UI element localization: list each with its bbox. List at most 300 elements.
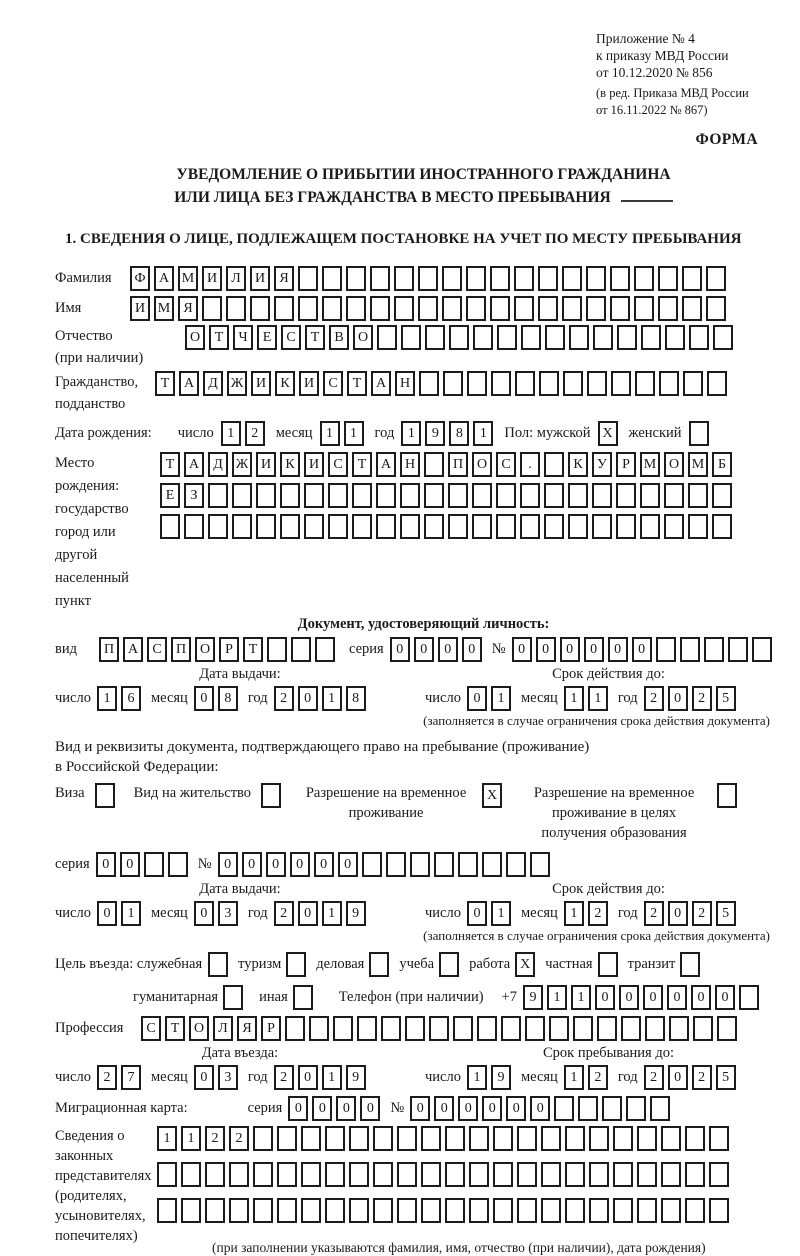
char-cell[interactable]: 3 xyxy=(218,901,238,926)
char-cell[interactable]: С xyxy=(147,637,167,662)
char-cell[interactable]: С xyxy=(141,1016,161,1041)
char-cell[interactable]: 0 xyxy=(414,637,434,662)
char-cell[interactable] xyxy=(95,783,115,808)
char-cell[interactable] xyxy=(325,1198,345,1223)
char-cell[interactable]: М xyxy=(154,296,174,321)
char-cell[interactable]: 1 xyxy=(401,421,421,446)
purpose-private-checkbox[interactable] xyxy=(598,952,622,977)
char-cell[interactable] xyxy=(458,852,478,877)
char-cell[interactable] xyxy=(421,1162,441,1187)
char-cell[interactable]: 3 xyxy=(218,1065,238,1090)
char-cell[interactable] xyxy=(682,266,702,291)
char-cell[interactable]: 7 xyxy=(121,1065,141,1090)
char-cell[interactable] xyxy=(304,514,324,539)
purpose-other-checkbox[interactable] xyxy=(293,985,317,1010)
char-cell[interactable] xyxy=(349,1126,369,1151)
char-cell[interactable]: 8 xyxy=(346,686,366,711)
char-cell[interactable]: 2 xyxy=(588,1065,608,1090)
char-cell[interactable] xyxy=(285,1016,305,1041)
char-cell[interactable]: 9 xyxy=(491,1065,511,1090)
char-cell[interactable] xyxy=(641,325,661,350)
char-cell[interactable] xyxy=(232,514,252,539)
char-cell[interactable]: 0 xyxy=(506,1096,526,1121)
char-cell[interactable] xyxy=(373,1126,393,1151)
char-cell[interactable] xyxy=(665,325,685,350)
char-cell[interactable]: 1 xyxy=(467,1065,487,1090)
char-cell[interactable]: 1 xyxy=(322,1065,342,1090)
char-cell[interactable]: П xyxy=(99,637,119,662)
char-cell[interactable] xyxy=(517,1162,537,1187)
char-cell[interactable]: Д xyxy=(203,371,223,396)
char-cell[interactable] xyxy=(477,1016,497,1041)
char-cell[interactable] xyxy=(682,296,702,321)
char-cell[interactable] xyxy=(253,1126,273,1151)
char-cell[interactable] xyxy=(586,296,606,321)
char-cell[interactable]: 1 xyxy=(320,421,340,446)
char-cell[interactable] xyxy=(208,514,228,539)
char-cell[interactable] xyxy=(469,1198,489,1223)
char-cell[interactable] xyxy=(593,325,613,350)
char-cell[interactable] xyxy=(544,483,564,508)
char-cell[interactable] xyxy=(554,1096,574,1121)
char-cell[interactable]: 8 xyxy=(218,686,238,711)
char-cell[interactable]: С xyxy=(496,452,516,477)
char-cell[interactable] xyxy=(493,1126,513,1151)
char-cell[interactable] xyxy=(490,266,510,291)
char-cell[interactable] xyxy=(301,1162,321,1187)
char-cell[interactable] xyxy=(739,985,759,1010)
char-cell[interactable] xyxy=(514,266,534,291)
char-cell[interactable] xyxy=(659,371,679,396)
char-cell[interactable]: 0 xyxy=(668,1065,688,1090)
char-cell[interactable]: Т xyxy=(155,371,175,396)
char-cell[interactable] xyxy=(419,371,439,396)
char-cell[interactable] xyxy=(688,483,708,508)
char-cell[interactable]: 0 xyxy=(298,686,318,711)
char-cell[interactable] xyxy=(589,1126,609,1151)
char-cell[interactable]: 2 xyxy=(229,1126,249,1151)
char-cell[interactable]: 0 xyxy=(410,1096,430,1121)
char-cell[interactable]: 0 xyxy=(643,985,663,1010)
char-cell[interactable]: 1 xyxy=(564,901,584,926)
char-cell[interactable] xyxy=(578,1096,598,1121)
char-cell[interactable] xyxy=(525,1016,545,1041)
char-cell[interactable] xyxy=(637,1162,657,1187)
char-cell[interactable] xyxy=(181,1198,201,1223)
char-cell[interactable] xyxy=(688,514,708,539)
char-cell[interactable]: П xyxy=(171,637,191,662)
char-cell[interactable] xyxy=(349,1162,369,1187)
char-cell[interactable]: 0 xyxy=(715,985,735,1010)
char-cell[interactable]: Р xyxy=(616,452,636,477)
char-cell[interactable] xyxy=(689,421,709,446)
char-cell[interactable] xyxy=(706,266,726,291)
char-cell[interactable]: 1 xyxy=(221,421,241,446)
char-cell[interactable] xyxy=(394,296,414,321)
char-cell[interactable]: 0 xyxy=(194,1065,214,1090)
char-cell[interactable]: 8 xyxy=(449,421,469,446)
char-cell[interactable]: М xyxy=(640,452,660,477)
char-cell[interactable]: 2 xyxy=(644,1065,664,1090)
char-cell[interactable]: 0 xyxy=(467,901,487,926)
char-cell[interactable] xyxy=(309,1016,329,1041)
char-cell[interactable]: 0 xyxy=(96,852,116,877)
char-cell[interactable] xyxy=(704,637,724,662)
char-cell[interactable] xyxy=(410,852,430,877)
char-cell[interactable] xyxy=(645,1016,665,1041)
char-cell[interactable] xyxy=(472,514,492,539)
char-cell[interactable]: Ч xyxy=(233,325,253,350)
char-cell[interactable]: 0 xyxy=(298,901,318,926)
char-cell[interactable] xyxy=(333,1016,353,1041)
char-cell[interactable]: 0 xyxy=(608,637,628,662)
char-cell[interactable] xyxy=(376,483,396,508)
char-cell[interactable]: Н xyxy=(395,371,415,396)
char-cell[interactable]: 1 xyxy=(564,1065,584,1090)
char-cell[interactable] xyxy=(664,514,684,539)
char-cell[interactable] xyxy=(589,1198,609,1223)
char-cell[interactable] xyxy=(328,514,348,539)
char-cell[interactable]: 1 xyxy=(491,686,511,711)
char-cell[interactable] xyxy=(304,483,324,508)
char-cell[interactable] xyxy=(506,852,526,877)
char-cell[interactable] xyxy=(394,266,414,291)
char-cell[interactable] xyxy=(400,483,420,508)
char-cell[interactable]: Н xyxy=(400,452,420,477)
char-cell[interactable]: 0 xyxy=(120,852,140,877)
char-cell[interactable] xyxy=(160,514,180,539)
char-cell[interactable] xyxy=(680,637,700,662)
char-cell[interactable] xyxy=(328,483,348,508)
char-cell[interactable]: О xyxy=(189,1016,209,1041)
char-cell[interactable]: 0 xyxy=(536,637,556,662)
char-cell[interactable]: 0 xyxy=(512,637,532,662)
char-cell[interactable] xyxy=(466,266,486,291)
char-cell[interactable]: 2 xyxy=(644,686,664,711)
char-cell[interactable] xyxy=(377,325,397,350)
char-cell[interactable]: 0 xyxy=(560,637,580,662)
char-cell[interactable] xyxy=(589,1162,609,1187)
char-cell[interactable] xyxy=(539,371,559,396)
char-cell[interactable] xyxy=(448,483,468,508)
char-cell[interactable] xyxy=(713,325,733,350)
char-cell[interactable] xyxy=(443,371,463,396)
char-cell[interactable] xyxy=(598,952,618,977)
char-cell[interactable] xyxy=(261,783,281,808)
char-cell[interactable]: 0 xyxy=(266,852,286,877)
char-cell[interactable]: 0 xyxy=(314,852,334,877)
char-cell[interactable]: 1 xyxy=(588,686,608,711)
char-cell[interactable]: С xyxy=(323,371,343,396)
char-cell[interactable] xyxy=(425,325,445,350)
char-cell[interactable] xyxy=(658,266,678,291)
char-cell[interactable]: И xyxy=(130,296,150,321)
char-cell[interactable] xyxy=(229,1162,249,1187)
char-cell[interactable]: 0 xyxy=(360,1096,380,1121)
char-cell[interactable]: И xyxy=(202,266,222,291)
char-cell[interactable] xyxy=(661,1198,681,1223)
char-cell[interactable]: 5 xyxy=(716,901,736,926)
char-cell[interactable] xyxy=(418,266,438,291)
temp-residence-education-checkbox[interactable] xyxy=(717,783,741,808)
char-cell[interactable]: О xyxy=(353,325,373,350)
char-cell[interactable] xyxy=(685,1126,705,1151)
char-cell[interactable]: 0 xyxy=(288,1096,308,1121)
char-cell[interactable] xyxy=(401,325,421,350)
char-cell[interactable]: И xyxy=(256,452,276,477)
char-cell[interactable]: А xyxy=(123,637,143,662)
char-cell[interactable] xyxy=(496,483,516,508)
char-cell[interactable]: Я xyxy=(178,296,198,321)
char-cell[interactable] xyxy=(421,1126,441,1151)
char-cell[interactable]: 9 xyxy=(346,901,366,926)
char-cell[interactable] xyxy=(752,637,772,662)
char-cell[interactable] xyxy=(205,1198,225,1223)
char-cell[interactable] xyxy=(517,1198,537,1223)
char-cell[interactable]: У xyxy=(592,452,612,477)
char-cell[interactable] xyxy=(400,514,420,539)
char-cell[interactable]: 1 xyxy=(121,901,141,926)
char-cell[interactable]: В xyxy=(329,325,349,350)
char-cell[interactable]: X xyxy=(515,952,535,977)
char-cell[interactable]: Б xyxy=(712,452,732,477)
char-cell[interactable]: Д xyxy=(208,452,228,477)
char-cell[interactable]: 2 xyxy=(274,1065,294,1090)
char-cell[interactable] xyxy=(565,1162,585,1187)
char-cell[interactable] xyxy=(496,514,516,539)
char-cell[interactable] xyxy=(202,296,222,321)
char-cell[interactable] xyxy=(277,1126,297,1151)
char-cell[interactable] xyxy=(490,296,510,321)
sex-female-checkbox[interactable] xyxy=(689,421,713,446)
char-cell[interactable] xyxy=(467,371,487,396)
char-cell[interactable] xyxy=(373,1162,393,1187)
char-cell[interactable]: 2 xyxy=(274,901,294,926)
char-cell[interactable] xyxy=(520,483,540,508)
char-cell[interactable] xyxy=(497,325,517,350)
char-cell[interactable]: Т xyxy=(305,325,325,350)
char-cell[interactable] xyxy=(707,371,727,396)
char-cell[interactable]: А xyxy=(376,452,396,477)
char-cell[interactable] xyxy=(613,1126,633,1151)
char-cell[interactable] xyxy=(386,852,406,877)
char-cell[interactable] xyxy=(541,1162,561,1187)
char-cell[interactable] xyxy=(369,952,389,977)
char-cell[interactable]: О xyxy=(195,637,215,662)
char-cell[interactable] xyxy=(256,483,276,508)
char-cell[interactable] xyxy=(562,296,582,321)
char-cell[interactable] xyxy=(562,266,582,291)
char-cell[interactable] xyxy=(709,1126,729,1151)
char-cell[interactable] xyxy=(610,296,630,321)
char-cell[interactable]: X xyxy=(598,421,618,446)
char-cell[interactable] xyxy=(381,1016,401,1041)
char-cell[interactable] xyxy=(597,1016,617,1041)
char-cell[interactable] xyxy=(434,852,454,877)
char-cell[interactable] xyxy=(157,1162,177,1187)
char-cell[interactable]: 1 xyxy=(157,1126,177,1151)
char-cell[interactable]: . xyxy=(520,452,540,477)
char-cell[interactable] xyxy=(144,852,164,877)
char-cell[interactable] xyxy=(322,296,342,321)
char-cell[interactable] xyxy=(346,296,366,321)
char-cell[interactable]: И xyxy=(251,371,271,396)
char-cell[interactable]: М xyxy=(178,266,198,291)
char-cell[interactable] xyxy=(717,783,737,808)
char-cell[interactable] xyxy=(717,1016,737,1041)
temp-residence-checkbox[interactable] xyxy=(482,783,506,808)
char-cell[interactable] xyxy=(205,1162,225,1187)
char-cell[interactable] xyxy=(424,514,444,539)
char-cell[interactable]: 2 xyxy=(274,686,294,711)
char-cell[interactable] xyxy=(445,1126,465,1151)
char-cell[interactable] xyxy=(352,514,372,539)
char-cell[interactable] xyxy=(357,1016,377,1041)
char-cell[interactable]: 0 xyxy=(194,686,214,711)
char-cell[interactable] xyxy=(587,371,607,396)
char-cell[interactable] xyxy=(568,483,588,508)
char-cell[interactable]: 0 xyxy=(298,1065,318,1090)
char-cell[interactable]: 0 xyxy=(667,985,687,1010)
char-cell[interactable] xyxy=(634,296,654,321)
char-cell[interactable]: 0 xyxy=(595,985,615,1010)
char-cell[interactable] xyxy=(229,1198,249,1223)
purpose-business-checkbox[interactable] xyxy=(369,952,393,977)
char-cell[interactable]: Л xyxy=(213,1016,233,1041)
char-cell[interactable]: 9 xyxy=(523,985,543,1010)
char-cell[interactable] xyxy=(325,1162,345,1187)
char-cell[interactable]: 0 xyxy=(462,637,482,662)
char-cell[interactable]: С xyxy=(281,325,301,350)
char-cell[interactable]: Е xyxy=(257,325,277,350)
char-cell[interactable] xyxy=(184,514,204,539)
char-cell[interactable] xyxy=(293,985,313,1010)
char-cell[interactable]: Я xyxy=(274,266,294,291)
char-cell[interactable]: 1 xyxy=(322,901,342,926)
char-cell[interactable] xyxy=(521,325,541,350)
char-cell[interactable]: А xyxy=(179,371,199,396)
char-cell[interactable]: К xyxy=(280,452,300,477)
char-cell[interactable]: А xyxy=(371,371,391,396)
char-cell[interactable] xyxy=(569,325,589,350)
char-cell[interactable]: 1 xyxy=(344,421,364,446)
char-cell[interactable] xyxy=(549,1016,569,1041)
char-cell[interactable] xyxy=(611,371,631,396)
char-cell[interactable]: 0 xyxy=(584,637,604,662)
char-cell[interactable] xyxy=(280,514,300,539)
char-cell[interactable] xyxy=(656,637,676,662)
char-cell[interactable] xyxy=(449,325,469,350)
char-cell[interactable]: 0 xyxy=(242,852,262,877)
char-cell[interactable]: 0 xyxy=(390,637,410,662)
char-cell[interactable] xyxy=(514,296,534,321)
char-cell[interactable] xyxy=(232,483,252,508)
char-cell[interactable] xyxy=(453,1016,473,1041)
char-cell[interactable] xyxy=(349,1198,369,1223)
char-cell[interactable]: 1 xyxy=(322,686,342,711)
char-cell[interactable] xyxy=(538,296,558,321)
char-cell[interactable]: И xyxy=(304,452,324,477)
char-cell[interactable] xyxy=(181,1162,201,1187)
char-cell[interactable] xyxy=(728,637,748,662)
char-cell[interactable]: О xyxy=(185,325,205,350)
char-cell[interactable]: 0 xyxy=(482,1096,502,1121)
char-cell[interactable] xyxy=(253,1162,273,1187)
char-cell[interactable] xyxy=(689,325,709,350)
char-cell[interactable]: 0 xyxy=(530,1096,550,1121)
char-cell[interactable] xyxy=(709,1198,729,1223)
char-cell[interactable] xyxy=(397,1162,417,1187)
char-cell[interactable]: Т xyxy=(160,452,180,477)
char-cell[interactable] xyxy=(346,266,366,291)
char-cell[interactable]: 2 xyxy=(205,1126,225,1151)
char-cell[interactable]: 0 xyxy=(97,901,117,926)
char-cell[interactable] xyxy=(538,266,558,291)
char-cell[interactable] xyxy=(640,483,660,508)
char-cell[interactable] xyxy=(565,1126,585,1151)
char-cell[interactable] xyxy=(658,296,678,321)
char-cell[interactable]: 0 xyxy=(691,985,711,1010)
char-cell[interactable] xyxy=(469,1162,489,1187)
char-cell[interactable]: 0 xyxy=(458,1096,478,1121)
char-cell[interactable]: X xyxy=(482,783,502,808)
purpose-study-checkbox[interactable] xyxy=(439,952,463,977)
char-cell[interactable] xyxy=(573,1016,593,1041)
char-cell[interactable] xyxy=(586,266,606,291)
residence-permit-checkbox[interactable] xyxy=(261,783,285,808)
char-cell[interactable] xyxy=(280,483,300,508)
char-cell[interactable] xyxy=(325,1126,345,1151)
char-cell[interactable]: 0 xyxy=(668,901,688,926)
purpose-transit-checkbox[interactable] xyxy=(680,952,704,977)
char-cell[interactable] xyxy=(493,1162,513,1187)
char-cell[interactable]: К xyxy=(275,371,295,396)
char-cell[interactable] xyxy=(616,514,636,539)
char-cell[interactable] xyxy=(301,1198,321,1223)
char-cell[interactable] xyxy=(445,1162,465,1187)
char-cell[interactable] xyxy=(568,514,588,539)
char-cell[interactable]: 2 xyxy=(245,421,265,446)
char-cell[interactable] xyxy=(613,1198,633,1223)
char-cell[interactable] xyxy=(493,1198,513,1223)
char-cell[interactable] xyxy=(226,296,246,321)
char-cell[interactable] xyxy=(491,371,511,396)
char-cell[interactable]: 2 xyxy=(692,901,712,926)
char-cell[interactable] xyxy=(274,296,294,321)
char-cell[interactable] xyxy=(669,1016,689,1041)
char-cell[interactable]: А xyxy=(184,452,204,477)
char-cell[interactable]: 1 xyxy=(547,985,567,1010)
char-cell[interactable] xyxy=(515,371,535,396)
char-cell[interactable]: 0 xyxy=(668,686,688,711)
char-cell[interactable] xyxy=(448,514,468,539)
char-cell[interactable] xyxy=(208,483,228,508)
char-cell[interactable]: 0 xyxy=(312,1096,332,1121)
char-cell[interactable]: О xyxy=(472,452,492,477)
char-cell[interactable]: 2 xyxy=(644,901,664,926)
char-cell[interactable]: Р xyxy=(261,1016,281,1041)
char-cell[interactable] xyxy=(661,1162,681,1187)
char-cell[interactable] xyxy=(418,296,438,321)
char-cell[interactable] xyxy=(621,1016,641,1041)
char-cell[interactable] xyxy=(626,1096,646,1121)
char-cell[interactable] xyxy=(322,266,342,291)
char-cell[interactable] xyxy=(362,852,382,877)
char-cell[interactable] xyxy=(223,985,243,1010)
char-cell[interactable] xyxy=(250,296,270,321)
char-cell[interactable]: 0 xyxy=(338,852,358,877)
char-cell[interactable] xyxy=(286,952,306,977)
